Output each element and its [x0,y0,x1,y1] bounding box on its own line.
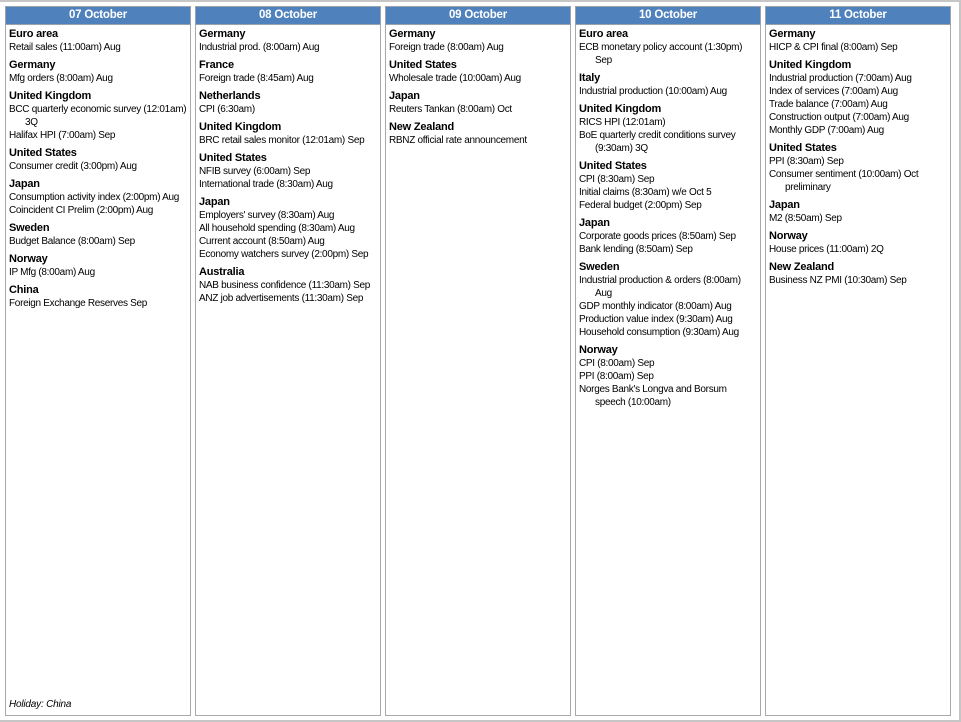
country-name: Germany [9,59,56,71]
event-item: Federal budget (2:00pm) Sep [579,200,702,211]
country-name: New Zealand [769,261,835,273]
country-name: Japan [199,196,230,208]
event-item: Monthly GDP (7:00am) Aug [769,125,884,136]
day-events [385,25,571,716]
event-item: Wholesale trade (10:00am) Aug [389,73,521,84]
country-name: Japan [9,178,40,190]
event-item: Industrial prod. (8:00am) Aug [199,42,320,53]
event-item: Employers' survey (8:30am) Aug [199,210,335,221]
event-item: Index of services (7:00am) Aug [769,86,898,97]
holiday-note: Holiday: China [9,699,72,710]
calendar-day-column [575,6,761,716]
event-item: BRC retail sales monitor (12:01am) Sep [199,135,365,146]
country-name: United Kingdom [579,103,662,115]
country-name: Australia [199,266,245,278]
event-item: RICS HPI (12:01am) [579,117,666,128]
event-item: Halifax HPI (7:00am) Sep [9,130,116,141]
event-item: PPI (8:00am) Sep [579,371,654,382]
event-item: International trade (8:30am) Aug [199,179,333,190]
event-item: Budget Balance (8:00am) Sep [9,236,135,247]
event-item: IP Mfg (8:00am) Aug [9,267,95,278]
event-item: Consumption activity index (2:00pm) Aug [9,192,180,203]
country-name: Japan [389,90,420,102]
country-name: United States [9,147,77,159]
calendar-day-column [385,6,571,716]
country-name: Norway [9,253,48,265]
event-item: Consumer credit (3:00pm) Aug [9,161,137,172]
date-header: 07 October [5,6,191,25]
event-item: Industrial production (10:00am) Aug [579,86,727,97]
country-name: Sweden [9,222,50,234]
country-name: United States [769,142,837,154]
calendar-columns [5,6,955,716]
event-item: Coincident CI Prelim (2:00pm) Aug [9,205,154,216]
event-item: Foreign trade (8:00am) Aug [389,42,504,53]
event-item: Industrial production (7:00am) Aug [769,73,912,84]
country-name: Norway [579,344,618,356]
event-item: Foreign Exchange Reserves Sep [9,298,148,309]
date-header: 08 October [195,6,381,25]
event-item: Corporate goods prices (8:50am) Sep [579,231,736,242]
country-name: Euro area [579,28,628,40]
event-item: BoE quarterly credit conditions survey (9:30am) 3Q [579,130,736,154]
event-item: NAB business confidence (11:30am) Sep [199,280,371,291]
event-item: M2 (8:50am) Sep [769,213,842,224]
country-name: Euro area [9,28,58,40]
event-item: All household spending (8:30am) Aug [199,223,355,234]
event-item: ANZ job advertisements (11:30am) Sep [199,293,364,304]
event-item: Reuters Tankan (8:00am) Oct [389,104,512,115]
country-name: United States [199,152,267,164]
event-item: Consumer sentiment (10:00am) Oct preliminary [769,169,919,193]
country-name: New Zealand [389,121,455,133]
event-item: Norges Bank's Longva and Borsum speech (10:00am) [579,384,727,408]
date-header: 10 October [575,6,761,25]
event-item: CPI (8:00am) Sep [579,358,655,369]
date-header: 09 October [385,6,571,25]
calendar-day-column [765,6,951,716]
event-item: Production value index (9:30am) Aug [579,314,733,325]
event-item: BCC quarterly economic survey (12:01am) 3Q [9,104,187,128]
day-events [765,25,951,716]
event-item: NFIB survey (6:00am) Sep [199,166,311,177]
day-events [195,25,381,716]
date-header: 11 October [765,6,951,25]
country-name: Sweden [579,261,620,273]
calendar-day-column [195,6,381,716]
event-item: CPI (6:30am) [199,104,255,115]
event-item: GDP monthly indicator (8:00am) Aug [579,301,732,312]
event-item: Economy watchers survey (2:00pm) Sep [199,249,369,260]
event-item: Initial claims (8:30am) w/e Oct 5 [579,187,712,198]
event-item: ECB monetary policy account (1:30pm) Sep [579,42,743,66]
country-name: France [199,59,234,71]
country-name: United States [389,59,457,71]
event-item: Trade balance (7:00am) Aug [769,99,888,110]
event-item: Business NZ PMI (10:30am) Sep [769,275,907,286]
country-name: United States [579,160,647,172]
country-name: Italy [579,72,601,84]
country-name: Norway [769,230,808,242]
event-item: Household consumption (9:30am) Aug [579,327,739,338]
event-item: House prices (11:00am) 2Q [769,244,884,255]
event-item: Mfg orders (8:00am) Aug [9,73,113,84]
event-item: Bank lending (8:50am) Sep [579,244,693,255]
country-name: Japan [579,217,610,229]
country-name: United Kingdom [9,90,92,102]
country-name: United Kingdom [769,59,852,71]
day-events [5,25,191,716]
calendar-day-column [5,6,191,716]
event-item: CPI (8:30am) Sep [579,174,655,185]
event-item: RBNZ official rate announcement [389,135,527,146]
event-item: Foreign trade (8:45am) Aug [199,73,314,84]
country-name: Japan [769,199,800,211]
country-name: China [9,284,39,296]
event-item: HICP & CPI final (8:00am) Sep [769,42,898,53]
country-name: Germany [389,28,436,40]
event-item: Industrial production & orders (8:00am) Aug [579,275,741,299]
country-name: Netherlands [199,90,261,102]
country-name: United Kingdom [199,121,282,133]
country-name: Germany [199,28,246,40]
event-item: Current account (8:50am) Aug [199,236,325,247]
country-name: Germany [769,28,816,40]
day-events [575,25,761,716]
event-item: PPI (8:30am) Sep [769,156,844,167]
event-item: Construction output (7:00am) Aug [769,112,909,123]
event-item: Retail sales (11:00am) Aug [9,42,121,53]
